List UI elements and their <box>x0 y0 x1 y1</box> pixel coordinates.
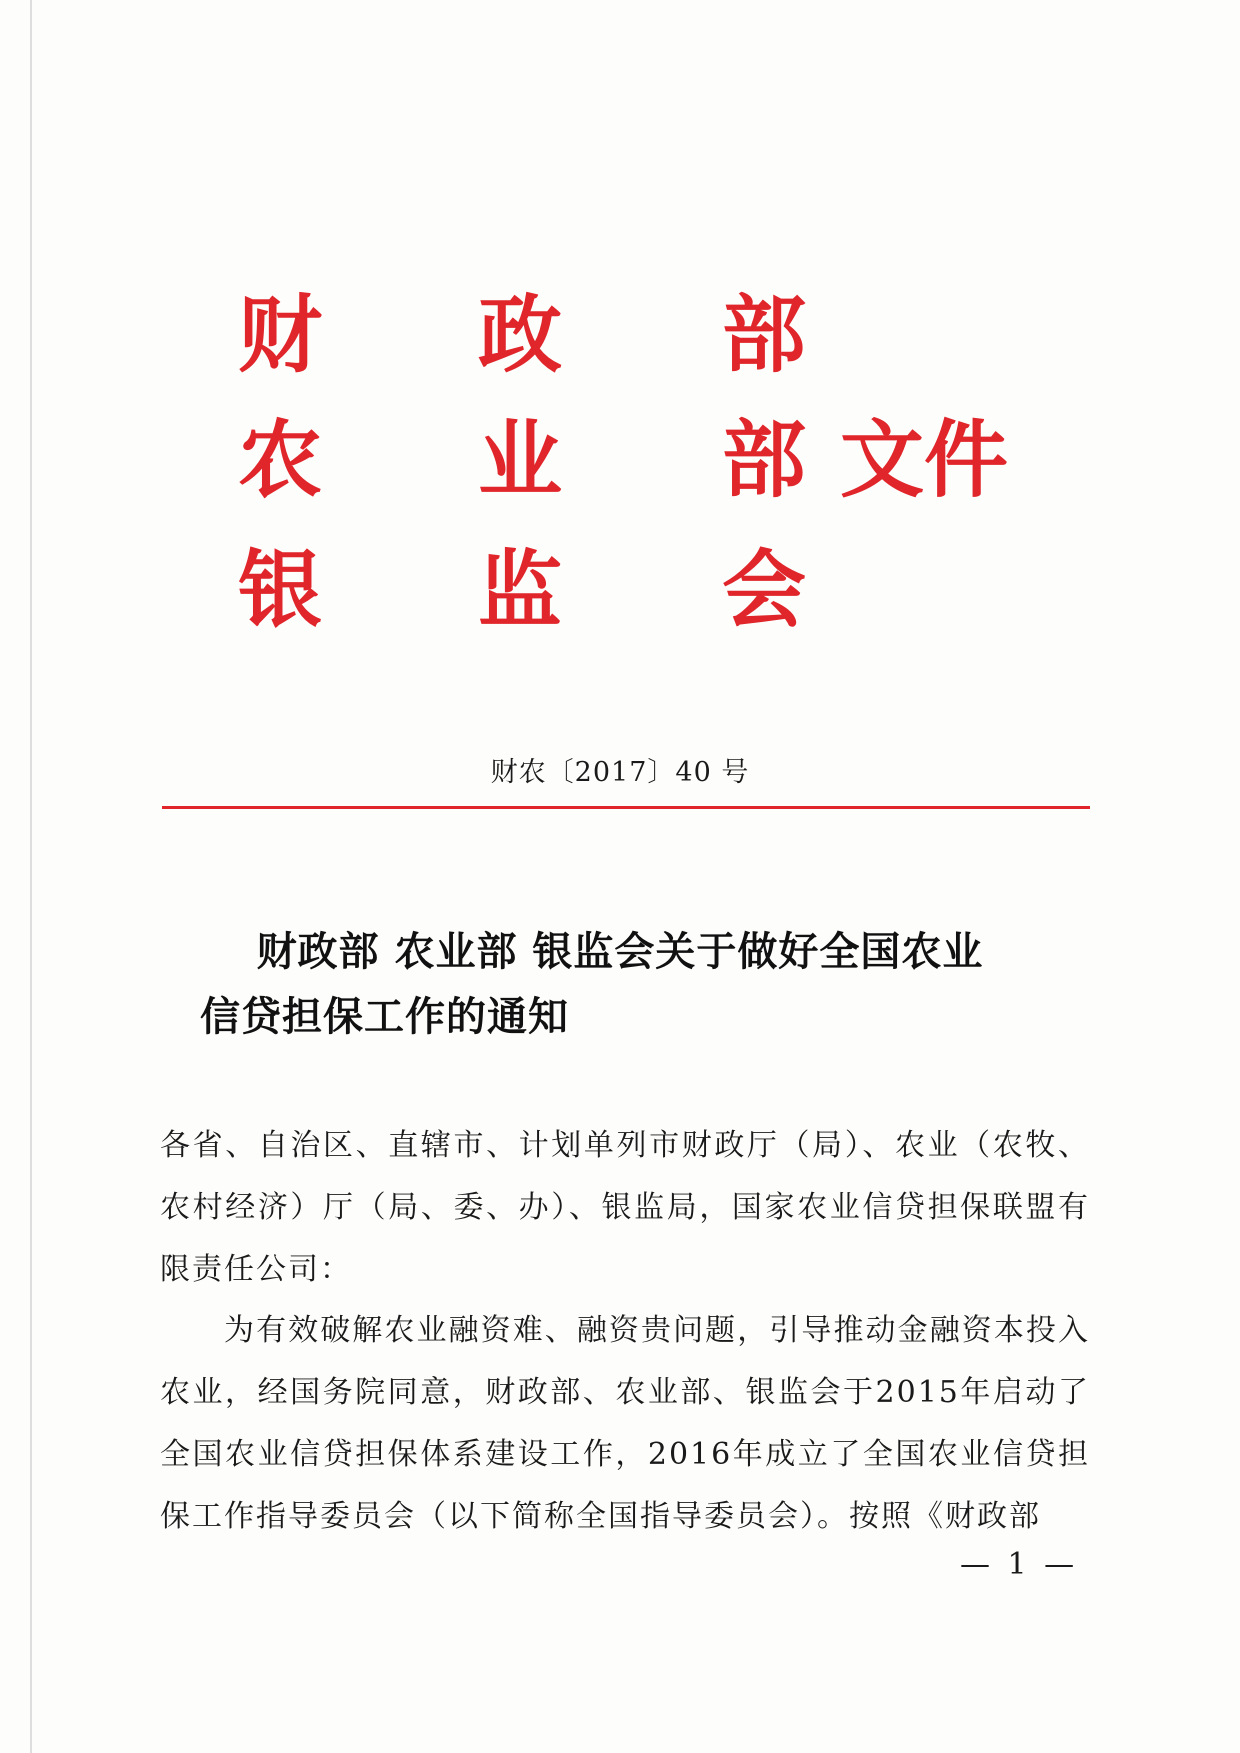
letterhead-row-1 <box>0 280 1240 390</box>
document-title-line-1: 财政部 农业部 银监会关于做好全国农业 <box>256 929 984 975</box>
body-paragraph: 为有效破解农业融资难、融资贵问题，引导推动金融资本投入农业，经国务院同意，财政部、农业部、银监会于2015年启动了全国农业信贷担保体系建设工作，2016年成立了全国农业信贷担保工作指导委员会（以下简称全国指导委员会）。按照《财政部 <box>160 1313 1090 1534</box>
page-number: — 1 — <box>960 1547 1079 1582</box>
letterhead-char: 监 <box>478 540 563 639</box>
scan-edge-line <box>30 0 32 1753</box>
letterhead-char: 政 <box>478 285 563 384</box>
letterhead-char: 财 <box>238 285 323 384</box>
letterhead-wenjian: 文件 <box>840 410 1009 509</box>
letterhead-row-3 <box>0 535 1240 645</box>
letterhead-char: 业 <box>478 410 563 509</box>
salutation: 各省、自治区、直辖市、计划单列市财政厅（局）、农业（农牧、农村经济）厅（局、委、办）、银监局，国家农业信贷担保联盟有限责任公司： <box>160 1128 1090 1287</box>
letterhead-row-2 <box>0 405 1240 515</box>
document-title-line-2: 信贷担保工作的通知 <box>200 994 569 1040</box>
letterhead-char: 会 <box>722 540 807 639</box>
red-separator-line <box>162 806 1090 809</box>
letterhead-char: 银 <box>238 540 323 639</box>
letterhead-char: 农 <box>238 410 323 509</box>
letterhead-char: 部 <box>722 410 807 509</box>
document-number: 财农〔2017〕40 号 <box>490 757 750 788</box>
letterhead-char: 部 <box>722 285 807 384</box>
